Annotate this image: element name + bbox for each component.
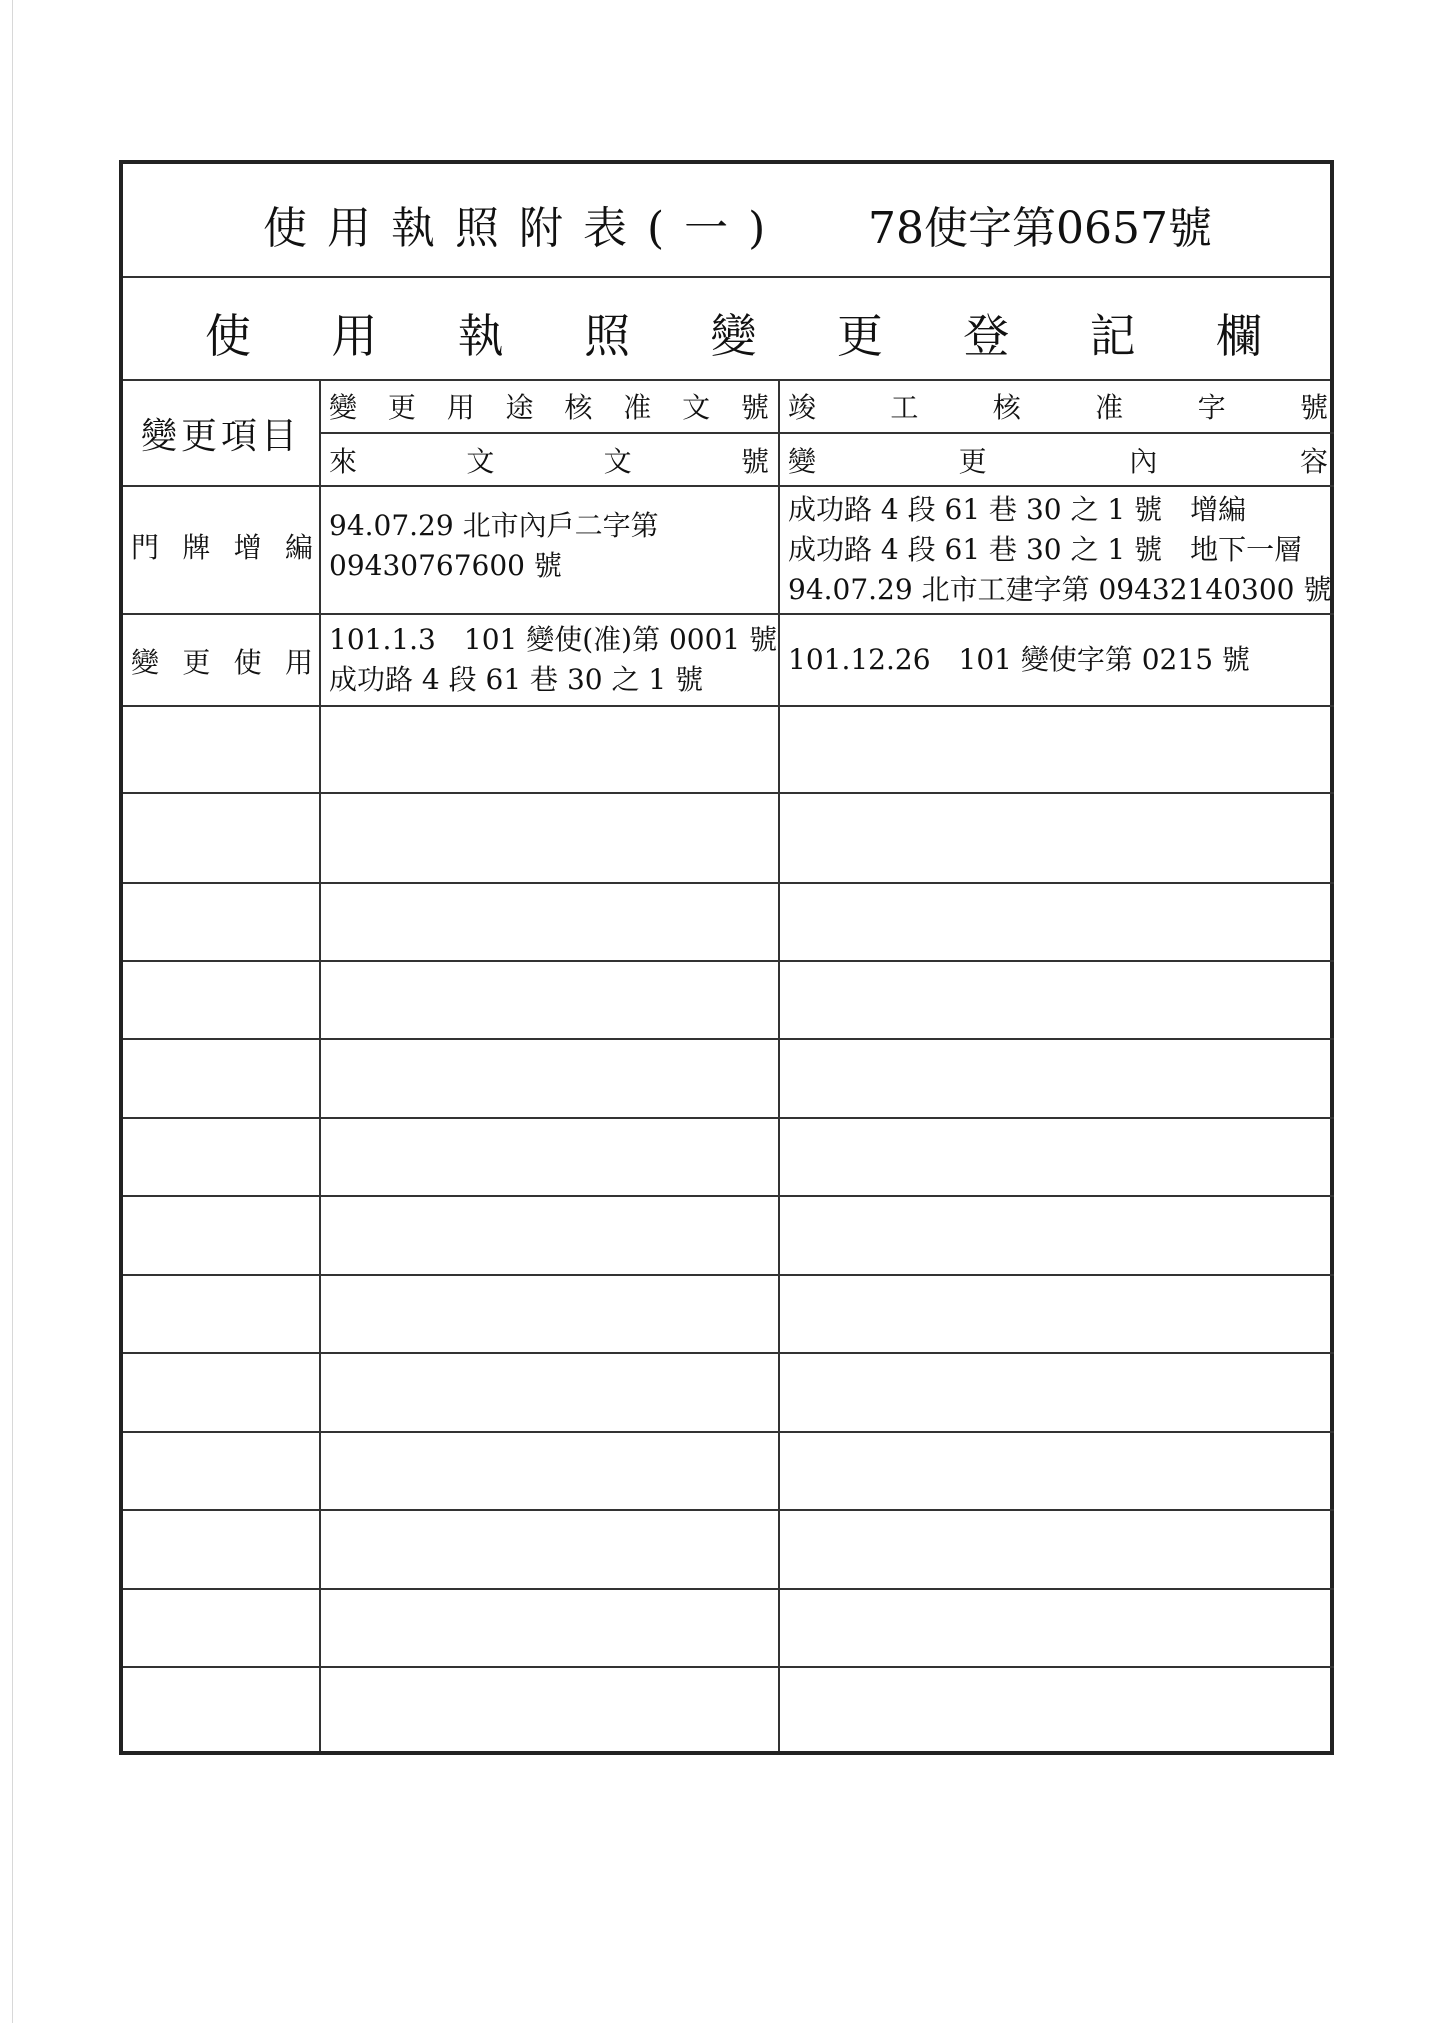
row-change-content: 成功路 4 段 61 巷 30 之 1 號 增編 成功路 4 段 61 巷 30 之 1 號 地下一層 94.07.29 北市工建字第 09432140300 號 [788, 493, 1332, 606]
page-edge [12, 0, 13, 2023]
row-divider [123, 960, 1334, 962]
row-divider [123, 792, 1334, 794]
row-divider [123, 613, 1334, 615]
row-item-label: 變 更 使 用 [131, 646, 313, 679]
header-sub-divider [319, 432, 1334, 434]
row-divider [123, 1352, 1334, 1354]
row-divider [123, 1509, 1334, 1511]
change-registration-form [119, 160, 1334, 1755]
row-incoming-doc: 94.07.29 北市內戶二字第 09430767600 號 [329, 509, 659, 582]
row-divider [123, 1195, 1334, 1197]
row-change-content: 101.12.26 101 變使字第 0215 號 [788, 643, 1250, 676]
section-heading: 使 用 執 照 變 更 登 記 欄 [205, 309, 1262, 363]
row-incoming-doc: 101.1.3 101 變使(准)第 0001 號 成功路 4 段 61 巷 30 之 1 號 [329, 623, 778, 696]
row-divider [123, 1666, 1334, 1668]
row-divider [123, 1431, 1334, 1433]
header-incoming-doc-no: 來 文 文 號 [329, 445, 769, 478]
col-divider-1 [319, 381, 321, 1751]
row-divider [123, 1274, 1334, 1276]
form-title: 使用執照附表(一) [263, 203, 786, 254]
title-row [123, 164, 1330, 278]
row-divider [123, 705, 1334, 707]
row-divider [123, 1038, 1334, 1040]
col-divider-2 [778, 381, 780, 1751]
license-number: 78使字第0657號 [868, 203, 1212, 254]
heading-row [123, 278, 1330, 381]
header-change-item: 變更項目 [140, 415, 301, 457]
row-item-label: 門 牌 增 編 [131, 531, 313, 564]
header-completion-no: 竣 工 核 准 字 號 [788, 391, 1328, 424]
header-change-content: 變 更 內 容 [788, 445, 1328, 478]
header-approval-doc-no: 變 更 用 途 核 准 文 號 [329, 391, 769, 424]
row-divider [123, 1117, 1334, 1119]
row-divider [123, 882, 1334, 884]
header-bottom-line [123, 485, 1334, 487]
row-divider [123, 1588, 1334, 1590]
